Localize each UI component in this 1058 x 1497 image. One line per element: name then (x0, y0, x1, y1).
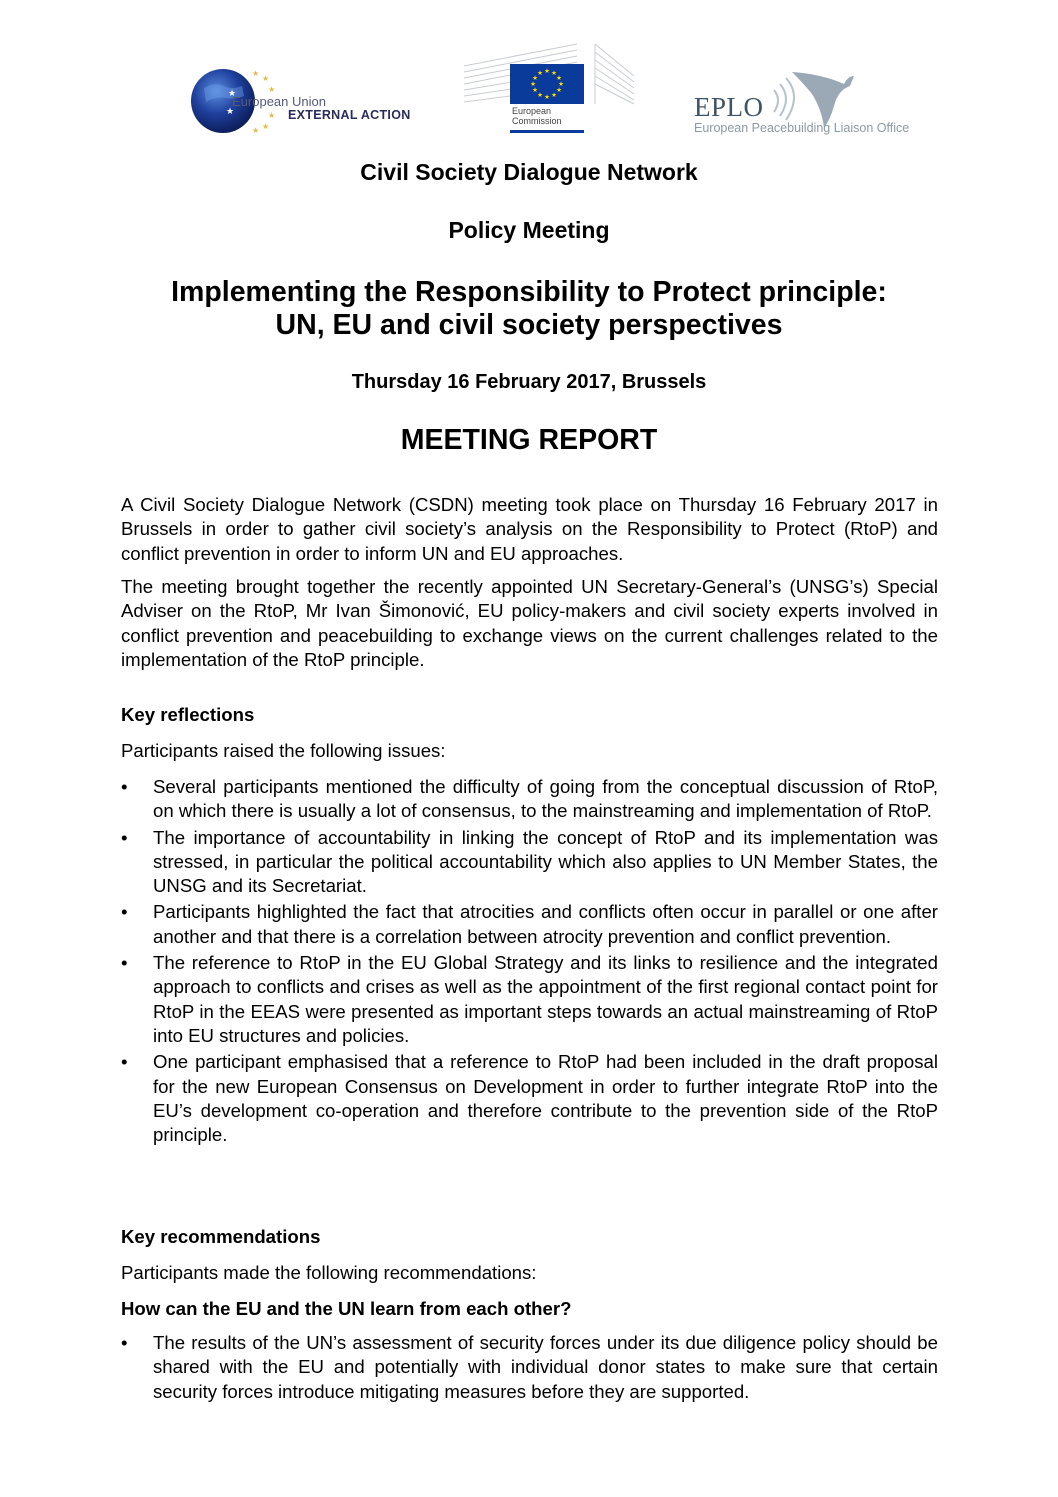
recommendations-subheading: How can the EU and the UN learn from each other? (121, 1298, 572, 1319)
key-reflections-intro: Participants raised the following issues: (121, 740, 446, 761)
eeas-line2: EXTERNAL ACTION (288, 108, 411, 122)
list-item: • One participant emphasised that a reference to RtoP had been included in the draft proposal for the new European Consensus on Development in order to further integrate RtoP into the EU’s development co-operation and therefore contribute to the prevention side of the RtoP principle. (121, 1051, 938, 1146)
svg-text:★: ★ (226, 107, 235, 117)
svg-text:★: ★ (556, 74, 562, 82)
svg-text:★: ★ (544, 67, 550, 75)
eplo-logo (692, 68, 912, 138)
list-item: • Participants highlighted the fact that atrocities and conflicts often occur in parallel or one after another and that there is a correlation between atrocity prevention and conflict prevention. (121, 901, 938, 947)
bullet-icon: • (121, 826, 128, 848)
list-item: • The results of the UN’s assessment of security forces under its due diligence policy should be shared with the EU and potentially with individual donor states to make sure that certain security forces introduce mitigating measures before they are supported. (121, 1332, 938, 1402)
svg-text:★: ★ (262, 122, 270, 131)
ec-name: European Commission (512, 106, 562, 126)
intro-paragraph-1: A Civil Society Dialogue Network (CSDN) meeting took place on Thursday 16 February 2017 in Brussels in order to gather civil society’s analysis on the Responsibility to Protect (RtoP) and conflict prevention in order to inform UN and EU approaches. (121, 494, 938, 564)
list-item: • Several participants mentioned the difficulty of going from the conceptual discussion of RtoP, on which there is usually a lot of consensus, to the mainstreaming and implementation of RtoP. (121, 776, 938, 822)
svg-text:★: ★ (551, 91, 557, 99)
bullet-icon: • (121, 952, 128, 974)
meeting-type: Policy Meeting (448, 217, 610, 243)
bullet-icon: • (121, 1332, 128, 1353)
svg-text:★: ★ (558, 80, 564, 88)
list-item: • The reference to RtoP in the EU Global Strategy and its links to resilience and the integrated approach to conflicts and crises as well as the appointment of the first regional contact point for RtoP in the EEAS were presented as important steps towards an actual mainstreaming of RtoP into EU structures and policies. (121, 952, 938, 1046)
eplo-acronym: EPLO (694, 92, 764, 122)
logo-bar (0, 0, 1058, 140)
svg-text:★: ★ (537, 69, 543, 77)
bullet-icon: • (121, 1051, 128, 1073)
svg-text:★: ★ (532, 74, 538, 82)
eplo-full-name: European Peacebuilding Liaison Office (694, 121, 910, 135)
svg-text:★: ★ (252, 69, 260, 78)
key-recommendations-intro: Participants made the following recommendations: (121, 1262, 537, 1283)
svg-text:★: ★ (252, 126, 260, 135)
report-label: MEETING REPORT (400, 424, 658, 456)
svg-text:★: ★ (530, 80, 536, 88)
svg-text:★: ★ (551, 69, 557, 77)
eeas-line1: European Union (232, 94, 326, 109)
eu-external-action-logo (190, 66, 430, 136)
document-title (0, 276, 1058, 342)
list-item: • The importance of accountability in linking the concept of RtoP and its implementation was stressed, in particular the political accountability which also applies to UN Member States, the UNSG and its Secretariat. (121, 826, 938, 897)
intro-paragraph-2: The meeting brought together the recently appointed UN Secretary-General’s (UNSG’s) Special Adviser on the RtoP, Mr Ivan Šimonović, EU policy-makers and civil society experts involved in conflict prevention and peacebuilding to exchange views on the current challenges related to the implementation of the RtoP principle. (121, 576, 938, 670)
svg-text:★: ★ (532, 86, 538, 94)
bullet-icon: • (121, 776, 128, 797)
european-commission-logo (462, 36, 637, 134)
svg-text:★: ★ (228, 89, 237, 99)
date-location: Thursday 16 February 2017, Brussels (351, 371, 707, 393)
svg-text:★: ★ (268, 111, 276, 120)
svg-text:★: ★ (556, 86, 562, 94)
title-line-1: Implementing the Responsibility to Protect principle: (171, 276, 887, 308)
key-recommendations-heading: Key recommendations (121, 1226, 321, 1247)
network-name: Civil Society Dialogue Network (360, 159, 698, 185)
svg-text:★: ★ (544, 93, 550, 101)
title-line-2: UN, EU and civil society perspectives (275, 309, 783, 341)
key-reflections-list (121, 775, 938, 1149)
key-reflections-heading: Key reflections (121, 704, 255, 725)
bullet-icon: • (121, 901, 128, 923)
svg-text:★: ★ (268, 85, 276, 94)
svg-text:★: ★ (262, 74, 270, 83)
key-recommendations-list (121, 1331, 938, 1406)
svg-text:★: ★ (537, 91, 543, 99)
